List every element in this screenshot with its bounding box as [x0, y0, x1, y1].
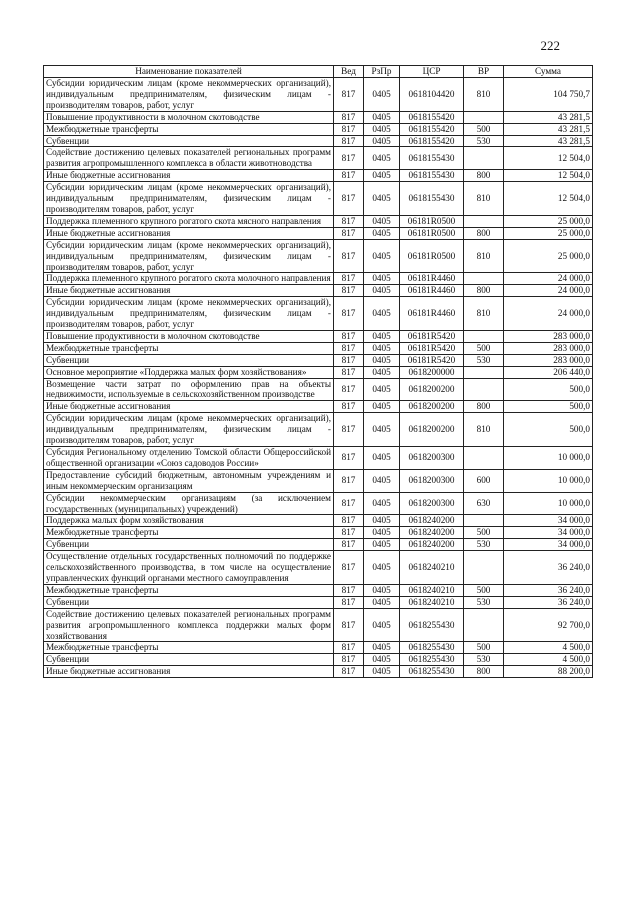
target-article-code: 0618240210	[400, 596, 464, 608]
indicator-name: Поддержка племенного крупного рогатого скота молочного направления	[44, 273, 334, 285]
amount: 36 240,0	[504, 551, 593, 585]
department-code: 817	[334, 354, 364, 366]
expense-type-code	[464, 608, 504, 642]
expense-type-code	[464, 147, 504, 170]
table-row	[44, 147, 593, 170]
department-code: 817	[334, 227, 364, 239]
table-body	[44, 78, 593, 678]
indicator-name: Субсидии юридическим лицам (кроме некоммерческих организаций), индивидуальным предпринимателям, физическим лицам - производителям товаров, работ, услуг	[44, 413, 334, 447]
section-code: 0405	[364, 492, 400, 515]
target-article-code: 0618200200	[400, 401, 464, 413]
department-code: 817	[334, 608, 364, 642]
expense-type-code: 530	[464, 135, 504, 147]
section-code: 0405	[364, 642, 400, 654]
table-row	[44, 642, 593, 654]
department-code: 817	[334, 330, 364, 342]
table-row	[44, 135, 593, 147]
indicator-name: Повышение продуктивности в молочном скотоводстве	[44, 111, 334, 123]
amount: 24 000,0	[504, 285, 593, 297]
expense-type-code: 500	[464, 584, 504, 596]
amount: 283 000,0	[504, 330, 593, 342]
indicator-name: Межбюджетные трансферты	[44, 584, 334, 596]
department-code: 817	[334, 469, 364, 492]
section-code: 0405	[364, 401, 400, 413]
amount: 10 000,0	[504, 469, 593, 492]
amount: 43 281,5	[504, 111, 593, 123]
indicator-name: Межбюджетные трансферты	[44, 342, 334, 354]
expense-type-code	[464, 330, 504, 342]
department-code: 817	[334, 539, 364, 551]
department-code: 817	[334, 642, 364, 654]
amount: 500,0	[504, 378, 593, 401]
department-code: 817	[334, 527, 364, 539]
department-code: 817	[334, 515, 364, 527]
table-row	[44, 111, 593, 123]
target-article-code: 0618104420	[400, 78, 464, 112]
amount: 25 000,0	[504, 215, 593, 227]
indicator-name: Субсидии юридическим лицам (кроме некоммерческих организаций), индивидуальным предпринимателям, физическим лицам - производителям товаров, работ, услуг	[44, 182, 334, 216]
section-code: 0405	[364, 227, 400, 239]
department-code: 817	[334, 273, 364, 285]
section-code: 0405	[364, 111, 400, 123]
section-code: 0405	[364, 215, 400, 227]
table-row	[44, 608, 593, 642]
table-row	[44, 539, 593, 551]
target-article-code: 0618155420	[400, 135, 464, 147]
table-row	[44, 469, 593, 492]
section-code: 0405	[364, 342, 400, 354]
section-code: 0405	[364, 515, 400, 527]
amount: 283 000,0	[504, 354, 593, 366]
target-article-code: 0618240210	[400, 551, 464, 585]
section-code: 0405	[364, 527, 400, 539]
section-code: 0405	[364, 147, 400, 170]
section-code: 0405	[364, 170, 400, 182]
indicator-name: Возмещение части затрат по оформлению прав на объекты недвижимости, используемые в сельскохозяйственном производстве	[44, 378, 334, 401]
amount: 10 000,0	[504, 492, 593, 515]
table-row	[44, 366, 593, 378]
section-code: 0405	[364, 447, 400, 470]
indicator-name: Поддержка малых форм хозяйствования	[44, 515, 334, 527]
expense-type-code	[464, 215, 504, 227]
department-code: 817	[334, 447, 364, 470]
table-row	[44, 413, 593, 447]
amount: 88 200,0	[504, 666, 593, 678]
amount: 24 000,0	[504, 297, 593, 331]
expense-type-code: 600	[464, 469, 504, 492]
expense-type-code	[464, 447, 504, 470]
section-code: 0405	[364, 285, 400, 297]
table-row	[44, 492, 593, 515]
target-article-code: 0618240210	[400, 584, 464, 596]
table-header-row	[44, 66, 593, 78]
department-code: 817	[334, 492, 364, 515]
indicator-name: Межбюджетные трансферты	[44, 123, 334, 135]
indicator-name: Повышение продуктивности в молочном скотоводстве	[44, 330, 334, 342]
amount: 43 281,5	[504, 123, 593, 135]
table-row	[44, 297, 593, 331]
indicator-name: Осуществление отдельных государственных полномочий по поддержке сельскохозяйственного производства, в том числе на осуществление управленческих функций органами местного самоуправления	[44, 551, 334, 585]
department-code: 817	[334, 170, 364, 182]
department-code: 817	[334, 78, 364, 112]
table-row	[44, 215, 593, 227]
section-code: 0405	[364, 123, 400, 135]
target-article-code: 0618240200	[400, 515, 464, 527]
department-code: 817	[334, 285, 364, 297]
target-article-code: 0618200300	[400, 469, 464, 492]
section-code: 0405	[364, 330, 400, 342]
target-article-code: 0618200300	[400, 492, 464, 515]
amount: 92 700,0	[504, 608, 593, 642]
expense-type-code	[464, 111, 504, 123]
expense-type-code: 810	[464, 182, 504, 216]
amount: 25 000,0	[504, 239, 593, 273]
department-code: 817	[334, 297, 364, 331]
section-code: 0405	[364, 666, 400, 678]
department-code: 817	[334, 584, 364, 596]
indicator-name: Субсидии юридическим лицам (кроме некоммерческих организаций), индивидуальным предпринимателям, физическим лицам - производителям товаров, работ, услуг	[44, 78, 334, 112]
department-code: 817	[334, 551, 364, 585]
department-code: 817	[334, 123, 364, 135]
department-code: 817	[334, 342, 364, 354]
target-article-code: 0618200300	[400, 447, 464, 470]
target-article-code: 0618240200	[400, 527, 464, 539]
table-row	[44, 170, 593, 182]
indicator-name: Субвенции	[44, 596, 334, 608]
table-row	[44, 239, 593, 273]
table-row	[44, 584, 593, 596]
header-csr: ЦСР	[400, 66, 464, 78]
department-code: 817	[334, 147, 364, 170]
table-row	[44, 596, 593, 608]
expense-type-code	[464, 378, 504, 401]
amount: 25 000,0	[504, 227, 593, 239]
expense-type-code: 500	[464, 342, 504, 354]
header-rzpr: РзПр	[364, 66, 400, 78]
expense-type-code: 800	[464, 285, 504, 297]
amount: 10 000,0	[504, 447, 593, 470]
section-code: 0405	[364, 584, 400, 596]
target-article-code: 0618200000	[400, 366, 464, 378]
indicator-name: Субсидии некоммерческим организациям (за исключением государственных (муниципальных) учреждений)	[44, 492, 334, 515]
indicator-name: Предоставление субсидий бюджетным, автономным учреждениям и иным некоммерческим организациям	[44, 469, 334, 492]
expense-type-code	[464, 551, 504, 585]
section-code: 0405	[364, 608, 400, 642]
target-article-code: 0618155420	[400, 123, 464, 135]
expense-type-code: 530	[464, 354, 504, 366]
target-article-code: 0618255430	[400, 608, 464, 642]
header-sum: Сумма	[504, 66, 593, 78]
indicator-name: Иные бюджетные ассигнования	[44, 227, 334, 239]
indicator-name: Основное мероприятие «Поддержка малых форм хозяйствования»	[44, 366, 334, 378]
target-article-code: 06181R5420	[400, 342, 464, 354]
expense-type-code: 800	[464, 227, 504, 239]
amount: 500,0	[504, 413, 593, 447]
department-code: 817	[334, 182, 364, 216]
target-article-code: 0618255430	[400, 642, 464, 654]
indicator-name: Содействие достижению целевых показателей региональных программ развития агропромышленного комплекса в области животноводства	[44, 147, 334, 170]
section-code: 0405	[364, 654, 400, 666]
department-code: 817	[334, 413, 364, 447]
section-code: 0405	[364, 551, 400, 585]
department-code: 817	[334, 111, 364, 123]
indicator-name: Межбюджетные трансферты	[44, 642, 334, 654]
expense-type-code: 500	[464, 123, 504, 135]
target-article-code: 0618200200	[400, 413, 464, 447]
amount: 36 240,0	[504, 584, 593, 596]
indicator-name: Субвенции	[44, 654, 334, 666]
expense-type-code	[464, 273, 504, 285]
amount: 12 504,0	[504, 147, 593, 170]
indicator-name: Субсидии юридическим лицам (кроме некоммерческих организаций), индивидуальным предпринимателям, физическим лицам - производителям товаров, работ, услуг	[44, 239, 334, 273]
section-code: 0405	[364, 539, 400, 551]
table-row	[44, 227, 593, 239]
expense-type-code: 530	[464, 596, 504, 608]
indicator-name: Содействие достижению целевых показателей региональных программ развития агропромышленного комплекса поддержки малых форм хозяйствования	[44, 608, 334, 642]
table-row	[44, 654, 593, 666]
table-row	[44, 78, 593, 112]
indicator-name: Иные бюджетные ассигнования	[44, 401, 334, 413]
target-article-code: 0618155430	[400, 182, 464, 216]
indicator-name: Иные бюджетные ассигнования	[44, 666, 334, 678]
amount: 4 500,0	[504, 642, 593, 654]
expense-type-code: 800	[464, 170, 504, 182]
target-article-code: 0618255430	[400, 666, 464, 678]
expense-type-code: 500	[464, 642, 504, 654]
section-code: 0405	[364, 135, 400, 147]
amount: 12 504,0	[504, 182, 593, 216]
table-row	[44, 447, 593, 470]
amount: 206 440,0	[504, 366, 593, 378]
department-code: 817	[334, 215, 364, 227]
target-article-code: 06181R4460	[400, 273, 464, 285]
target-article-code: 06181R5420	[400, 330, 464, 342]
header-ved: Вед	[334, 66, 364, 78]
expense-type-code: 800	[464, 401, 504, 413]
expense-type-code: 810	[464, 239, 504, 273]
table-row	[44, 527, 593, 539]
table-row	[44, 666, 593, 678]
department-code: 817	[334, 401, 364, 413]
amount: 43 281,5	[504, 135, 593, 147]
indicator-name: Поддержка племенного крупного рогатого скота мясного направления	[44, 215, 334, 227]
department-code: 817	[334, 135, 364, 147]
department-code: 817	[334, 666, 364, 678]
indicator-name: Субвенции	[44, 539, 334, 551]
section-code: 0405	[364, 239, 400, 273]
expense-type-code	[464, 366, 504, 378]
expense-type-code: 800	[464, 666, 504, 678]
department-code: 817	[334, 239, 364, 273]
indicator-name: Иные бюджетные ассигнования	[44, 170, 334, 182]
budget-table	[43, 65, 593, 678]
expense-type-code: 810	[464, 297, 504, 331]
amount: 36 240,0	[504, 596, 593, 608]
target-article-code: 06181R4460	[400, 285, 464, 297]
expense-type-code: 500	[464, 527, 504, 539]
table-row	[44, 285, 593, 297]
target-article-code: 0618240200	[400, 539, 464, 551]
target-article-code: 0618200200	[400, 378, 464, 401]
section-code: 0405	[364, 413, 400, 447]
section-code: 0405	[364, 354, 400, 366]
target-article-code: 06181R0500	[400, 239, 464, 273]
section-code: 0405	[364, 273, 400, 285]
table-row	[44, 123, 593, 135]
table-row	[44, 273, 593, 285]
amount: 34 000,0	[504, 539, 593, 551]
section-code: 0405	[364, 378, 400, 401]
table-row	[44, 551, 593, 585]
table-row	[44, 515, 593, 527]
section-code: 0405	[364, 297, 400, 331]
table-row	[44, 401, 593, 413]
indicator-name: Субсидии юридическим лицам (кроме некоммерческих организаций), индивидуальным предпринимателям, физическим лицам - производителям товаров, работ, услуг	[44, 297, 334, 331]
section-code: 0405	[364, 78, 400, 112]
expense-type-code: 810	[464, 413, 504, 447]
amount: 4 500,0	[504, 654, 593, 666]
indicator-name: Субвенции	[44, 135, 334, 147]
indicator-name: Иные бюджетные ассигнования	[44, 285, 334, 297]
amount: 104 750,7	[504, 78, 593, 112]
amount: 12 504,0	[504, 170, 593, 182]
table-row	[44, 378, 593, 401]
section-code: 0405	[364, 596, 400, 608]
amount: 34 000,0	[504, 527, 593, 539]
target-article-code: 0618155430	[400, 147, 464, 170]
header-vr: ВР	[464, 66, 504, 78]
target-article-code: 06181R4460	[400, 297, 464, 331]
target-article-code: 06181R0500	[400, 215, 464, 227]
page-number: 222	[540, 38, 560, 53]
amount: 34 000,0	[504, 515, 593, 527]
target-article-code: 0618255430	[400, 654, 464, 666]
table-row	[44, 330, 593, 342]
indicator-name: Субвенции	[44, 354, 334, 366]
table-row	[44, 182, 593, 216]
table-row	[44, 354, 593, 366]
expense-type-code	[464, 515, 504, 527]
expense-type-code: 530	[464, 539, 504, 551]
indicator-name: Межбюджетные трансферты	[44, 527, 334, 539]
amount: 500,0	[504, 401, 593, 413]
amount: 283 000,0	[504, 342, 593, 354]
section-code: 0405	[364, 469, 400, 492]
section-code: 0405	[364, 182, 400, 216]
target-article-code: 06181R5420	[400, 354, 464, 366]
target-article-code: 0618155430	[400, 170, 464, 182]
expense-type-code: 810	[464, 78, 504, 112]
expense-type-code: 530	[464, 654, 504, 666]
section-code: 0405	[364, 366, 400, 378]
amount: 24 000,0	[504, 273, 593, 285]
indicator-name: Субсидия Региональному отделению Томской области Общероссийской общественной организации «Союз садоводов России»	[44, 447, 334, 470]
expense-type-code: 630	[464, 492, 504, 515]
department-code: 817	[334, 596, 364, 608]
header-name: Наименование показателей	[44, 66, 334, 78]
target-article-code: 06181R0500	[400, 227, 464, 239]
target-article-code: 0618155420	[400, 111, 464, 123]
department-code: 817	[334, 654, 364, 666]
table-row	[44, 342, 593, 354]
department-code: 817	[334, 366, 364, 378]
department-code: 817	[334, 378, 364, 401]
